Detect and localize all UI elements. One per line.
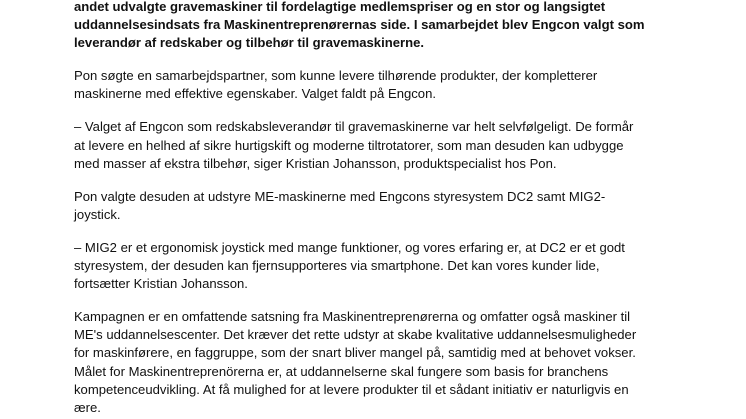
text-line: andet udvalgte gravemaskiner til fordelagtige medlemspriser og en stor og langsigtet — [74, 0, 606, 14]
text-line: for maskinførere, en faggruppe, som der snart bliver mangel på, samtidig med at behovet vokser. — [74, 345, 636, 361]
text-line: leverandør af redskaber og tilbehør til gravemaskinerne. — [74, 35, 425, 51]
text-line: ære. — [74, 399, 101, 415]
paragraph-kampagnen — [74, 308, 674, 417]
text-line: uddannelsesindsats fra Maskinentreprenørernas side. I samarbejdet blev Engcon valgt som — [74, 17, 645, 33]
text-line: ME's uddannelsescenter. Det kræver det rette udstyr at skabe kvalitative uddannelsesmuligheder — [74, 327, 637, 343]
text-line: at levere en helhed af sikre hurtigskift og moderne tiltrotatorer, som man desuden kan udbygge — [74, 137, 624, 153]
text-line: fortsætter Kristian Johansson. — [74, 276, 248, 292]
text-line: joystick. — [74, 206, 121, 222]
text-line: Pon valgte desuden at udstyre ME-maskinerne med Engcons styresystem DC2 samt MIG2- — [74, 188, 606, 204]
lead-paragraph — [74, 0, 674, 52]
paragraph-quote-engcon — [74, 118, 674, 172]
text-line: Pon søgte en samarbejdspartner, som kunne levere tilhørende produkter, der kompletterer — [74, 68, 598, 84]
document-page — [74, 0, 674, 417]
text-line: Målet for Maskinentreprenörerna er, at uddannelserne skal fungere som basis for branchens — [74, 363, 609, 379]
text-line: Kampagnen er en omfattende satsning fra Maskinentreprenørerna og omfatter også maskiner til — [74, 309, 631, 325]
paragraph-quote-mig2 — [74, 239, 674, 293]
text-line: – Valget af Engcon som redskabsleverandør til gravemaskinerne var helt selvfølgeligt. De formår — [74, 119, 634, 135]
paragraph-dc2-mig2 — [74, 188, 674, 224]
paragraph-pon-partner — [74, 67, 674, 103]
text-line: kompetenceudvikling. At få mulighed for at levere produkter til et sådant initiativ er naturligvis en — [74, 381, 629, 397]
text-line: styresystem, der desuden kan fjernsupporteres via smartphone. Det kan vores kunder lide, — [74, 258, 600, 274]
text-line: maskinerne med effektive egenskaber. Valget faldt på Engcon. — [74, 86, 437, 102]
text-line: med masser af ekstra tilbehør, siger Kristian Johansson, produktspecialist hos Pon. — [74, 155, 557, 171]
text-line: – MIG2 er et ergonomisk joystick med mange funktioner, og vores erfaring er, at DC2 er et godt — [74, 239, 625, 255]
